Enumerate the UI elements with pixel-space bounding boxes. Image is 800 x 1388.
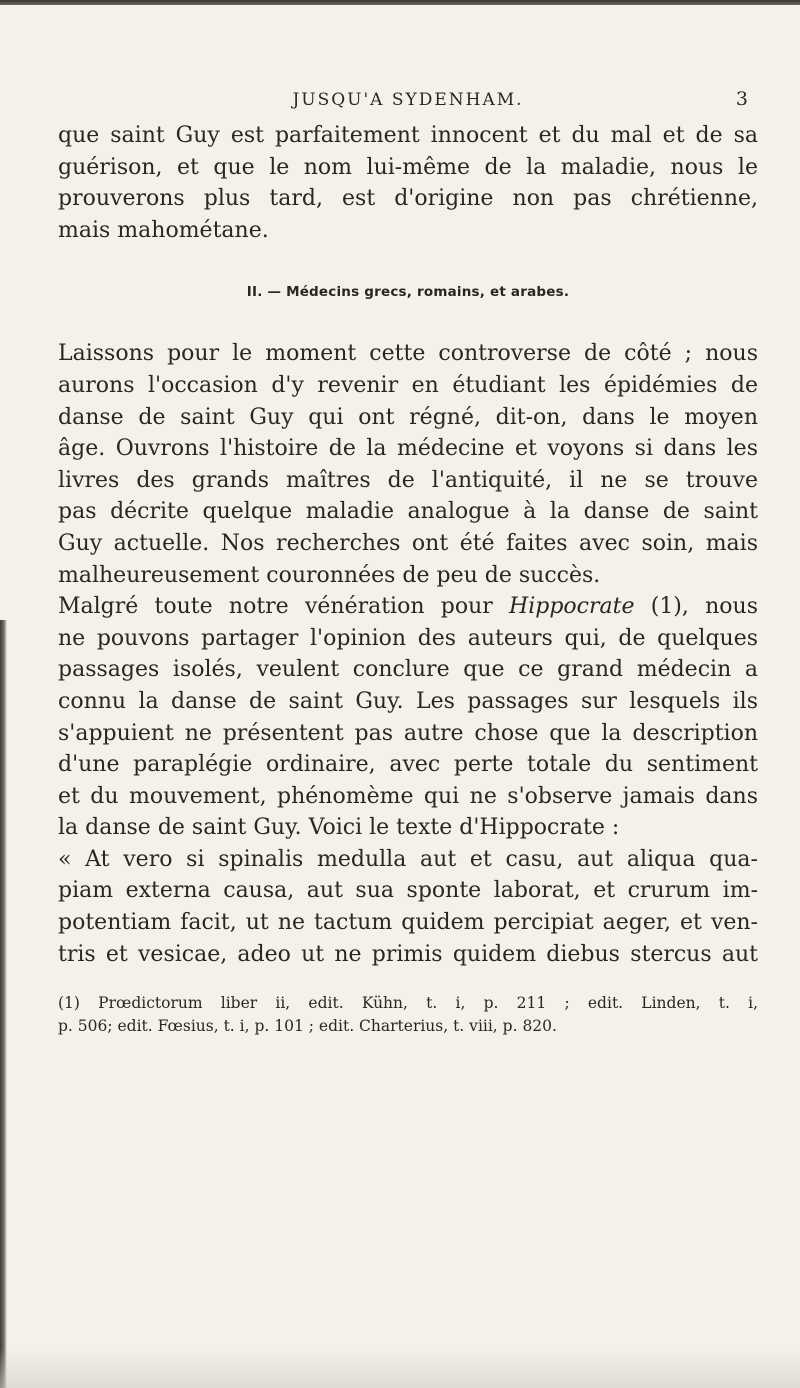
text-line: d'une paraplégie ordinaire, avec perte totale du sentiment bbox=[58, 752, 758, 778]
text-line: la danse de saint Guy. Voici le texte d'Hippocrate : bbox=[58, 815, 620, 841]
text-line: aurons l'occasion d'y revenir en étudiant les épidémies de bbox=[58, 372, 758, 398]
text-line: connu la danse de saint Guy. Les passages sur lesquels ils bbox=[58, 688, 758, 714]
page-bottom-shade bbox=[0, 1348, 800, 1388]
text-line: pas décrite quelque maladie analogue à la danse de saint bbox=[58, 499, 758, 525]
text-line: piam externa causa, aut sua sponte laborat, et crurum im- bbox=[58, 878, 758, 904]
page-binding-edge bbox=[0, 620, 7, 1388]
text-line: mais mahométane. bbox=[58, 217, 269, 243]
footnote-reference: (1), nous bbox=[634, 594, 759, 620]
text-line: guérison, et que le nom lui-même de la maladie, nous le bbox=[58, 154, 758, 180]
text-line: Laissons pour le moment cette controverse de côté ; nous bbox=[58, 341, 758, 367]
section-heading: II. — Médecins grecs, romains, et arabes. bbox=[246, 284, 570, 301]
text-line: et du mouvement, phénomème qui ne s'observe jamais dans bbox=[58, 783, 758, 809]
running-head-title: JUSQU'A SYDENHAM. bbox=[292, 90, 524, 110]
text-line: s'appuient ne présentent pas autre chose que la description bbox=[58, 720, 758, 746]
text-line: ne pouvons partager l'opinion des auteurs qui, de quelques bbox=[58, 625, 758, 651]
text-line: potentiam facit, ut ne tactum quidem percipiat aeger, et ven- bbox=[58, 910, 758, 936]
paragraph-1 bbox=[58, 120, 758, 246]
paragraph-3 bbox=[58, 591, 758, 844]
text-line: danse de saint Guy qui ont régné, dit-on, dans le moyen bbox=[58, 404, 758, 430]
text-segment: Malgré toute notre vénération pour bbox=[58, 594, 510, 620]
top-edge-rule bbox=[0, 0, 800, 5]
paragraph-4-quotation bbox=[58, 844, 758, 970]
text-line: âge. Ouvrons l'histoire de la médecine et voyons si dans les bbox=[58, 436, 758, 462]
text-line: Guy actuelle. Nos recherches ont été faites avec soin, mais bbox=[58, 530, 758, 556]
page-number: 3 bbox=[735, 88, 748, 110]
footnote-line: p. 506; edit. Fœsius, t. i, p. 101 ; edit. Charterius, t. viii, p. 820. bbox=[58, 1017, 557, 1036]
footnote-line: (1) Prœdictorum liber ii, edit. Kühn, t. i, p. 211 ; edit. Linden, t. i, bbox=[58, 994, 758, 1013]
text-line: que saint Guy est parfaitement innocent et du mal et de sa bbox=[58, 123, 758, 148]
paragraph-2 bbox=[58, 338, 758, 591]
text-line bbox=[58, 591, 758, 623]
footnote bbox=[58, 992, 758, 1038]
text-line: malheureusement couronnées de peu de succès. bbox=[58, 562, 601, 588]
text-line: prouverons plus tard, est d'origine non pas chrétienne, bbox=[58, 186, 758, 212]
text-line: tris et vesicae, adeo ut ne primis quidem diebus stercus aut bbox=[58, 941, 758, 967]
text-line: livres des grands maîtres de l'antiquité, il ne se trouve bbox=[58, 467, 758, 493]
text-line: passages isolés, veulent conclure que ce grand médecin a bbox=[58, 657, 758, 683]
text-line: « At vero si spinalis medulla aut et casu, aut aliqua qua- bbox=[58, 846, 758, 872]
book-page bbox=[58, 86, 758, 1038]
running-head bbox=[58, 86, 758, 120]
author-name-italic: Hippocrate bbox=[509, 594, 635, 620]
